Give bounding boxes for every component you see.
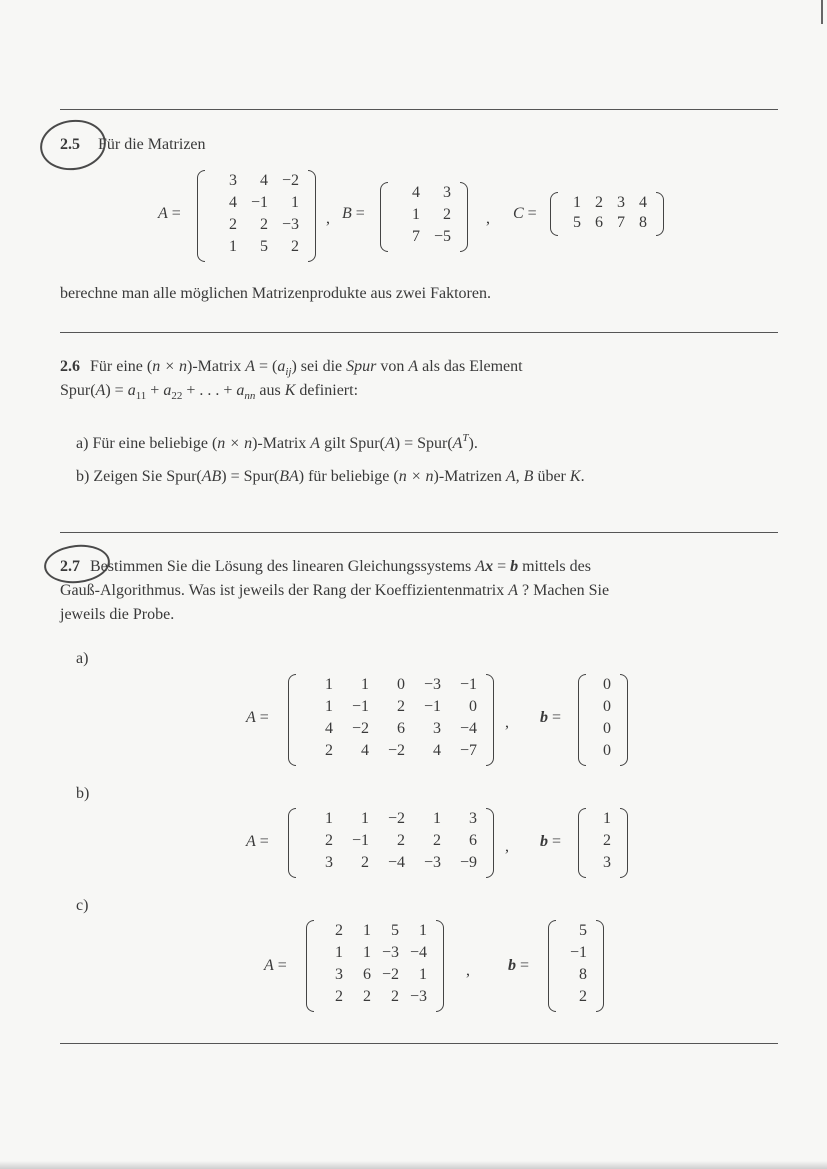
matrix-cell: 2	[397, 698, 405, 715]
matrix-a	[197, 170, 316, 262]
matrix-cell: 1	[412, 206, 420, 223]
matrix-cell: 1	[363, 922, 371, 939]
matrix-c	[550, 192, 664, 236]
matrix-cell: 6	[595, 214, 603, 231]
matrix-cell: 1	[335, 944, 343, 961]
right-bracket	[620, 808, 628, 878]
matrix-cell: 2	[595, 194, 603, 211]
matrix-cell: 3	[617, 194, 625, 211]
matrix-cell: 5	[391, 922, 399, 939]
matrix-cell: −4	[409, 944, 427, 961]
matrix-cell: 4	[260, 172, 268, 189]
page-bottom-shadow	[0, 1161, 827, 1169]
matrix-cell: 4	[639, 194, 647, 211]
matrix-cell: 7	[617, 214, 625, 231]
matrix-cell: 1	[325, 698, 333, 715]
matrix-cell: 4	[229, 194, 237, 211]
vector-label-b: b =	[540, 709, 562, 726]
matrix-cell: 7	[412, 228, 420, 245]
left-bracket	[578, 674, 586, 766]
left-bracket	[197, 170, 205, 262]
matrix-cell: 4	[361, 742, 369, 759]
matrix-cell: −3	[423, 854, 441, 871]
separator-rule	[60, 109, 778, 110]
matrix-cell: 0	[603, 698, 611, 715]
matrix-cell: 1	[363, 944, 371, 961]
matrix-cell: −1	[423, 698, 441, 715]
matrix-cell: 2	[325, 832, 333, 849]
matrix-cell: 2	[579, 988, 587, 1005]
matrix-cell: 2	[335, 922, 343, 939]
matrix-cell: 2	[433, 832, 441, 849]
right-bracket	[308, 170, 316, 262]
matrix-cell: 2	[229, 216, 237, 233]
subitem-label-a: a)	[76, 650, 89, 667]
separator-rule	[60, 532, 778, 533]
matrix-cell: 8	[579, 966, 587, 983]
subitem-label-b: b)	[76, 785, 90, 802]
matrix-cell: 2	[335, 988, 343, 1005]
exercise-2-6-item-a: a) Für eine beliebige (n × n)-Matrix A gilt Spur(A) = $Spur(A^T)$.	[76, 432, 478, 452]
exercise-number: 2.7	[60, 558, 80, 575]
rhs-vector-b	[578, 808, 628, 878]
matrix-label-c: C =	[513, 205, 537, 222]
matrix-cell: 2	[443, 206, 451, 223]
matrix-cell: −3	[381, 944, 399, 961]
matrix-cell: 2	[363, 988, 371, 1005]
rhs-vector-a	[578, 674, 628, 766]
matrix-cell: −4	[459, 720, 477, 737]
left-bracket	[288, 808, 296, 878]
matrix-label-a: A =	[246, 709, 269, 726]
matrix-b	[380, 182, 468, 252]
matrix-cell: −1	[459, 676, 477, 693]
left-bracket	[550, 192, 558, 236]
matrix-cell: 4	[412, 184, 420, 201]
exercise-2-6-line-1: 2.6 Für eine (n × n)-Matrix $A = (a_{ij})$ sei die Spur von A als das Element	[60, 358, 523, 378]
left-bracket	[288, 674, 296, 766]
matrix-cell: 1	[229, 238, 237, 255]
matrix-cell: 1	[291, 194, 299, 211]
matrix-cell: 8	[639, 214, 647, 231]
matrix-cell: 1	[361, 676, 369, 693]
right-bracket	[460, 182, 468, 252]
matrix-cell: 1	[419, 922, 427, 939]
matrix-cell: −9	[459, 854, 477, 871]
right-bracket	[486, 808, 494, 878]
matrix-cell: −2	[381, 966, 399, 983]
matrix-cell: 2	[325, 742, 333, 759]
vector-label-b: b =	[540, 833, 562, 850]
matrix-cell: 1	[361, 810, 369, 827]
comma: ,	[505, 714, 509, 731]
comma: ,	[326, 210, 330, 227]
matrix-cell: −2	[387, 810, 405, 827]
matrix-cell: 6	[363, 966, 371, 983]
rhs-vector-c	[548, 920, 604, 1012]
right-bracket	[656, 192, 664, 236]
matrix-cell: −2	[351, 720, 369, 737]
matrix-cell: 1	[325, 810, 333, 827]
right-bracket	[486, 674, 494, 766]
separator-rule	[60, 1043, 778, 1044]
matrix-cell: 2	[397, 832, 405, 849]
matrix-cell: 1	[603, 810, 611, 827]
matrix-cell: 2	[603, 832, 611, 849]
matrix-cell: −1	[351, 832, 369, 849]
exercise-2-5-outro: berechne man alle möglichen Matrizenprodukte aus zwei Faktoren.	[60, 285, 491, 302]
comma: ,	[466, 962, 470, 979]
coefficient-matrix-a	[288, 674, 494, 766]
matrix-cell: −2	[387, 742, 405, 759]
matrix-cell: 3	[433, 720, 441, 737]
matrix-label-a: A =	[264, 957, 287, 974]
exercise-2-7-line-1: 2.7 Bestimmen Sie die Lösung des linearen Gleichungssystems Ax = b mittels des	[60, 558, 591, 575]
matrix-cell: 3	[603, 854, 611, 871]
page-corner-mark	[821, 0, 823, 24]
left-bracket	[578, 808, 586, 878]
matrix-cell: 0	[397, 676, 405, 693]
matrix-cell: 2	[260, 216, 268, 233]
comma: ,	[505, 838, 509, 855]
matrix-cell: 5	[573, 214, 581, 231]
matrix-cell: −4	[387, 854, 405, 871]
coefficient-matrix-c	[306, 920, 444, 1012]
matrix-cell: 0	[603, 720, 611, 737]
matrix-cell: −2	[281, 172, 299, 189]
matrix-cell: 3	[469, 810, 477, 827]
matrix-cell: 0	[469, 698, 477, 715]
matrix-cell: −1	[351, 698, 369, 715]
coefficient-matrix-b	[288, 808, 494, 878]
matrix-cell: 5	[579, 922, 587, 939]
exercise-intro: Für die Matrizen	[98, 136, 206, 153]
matrix-cell: 3	[325, 854, 333, 871]
left-bracket	[306, 920, 314, 1012]
exercise-2-6-item-b: b) Zeigen Sie Spur(AB) = Spur(BA) für beliebige (n × n)-Matrizen A, B über K.	[76, 468, 585, 485]
left-bracket	[380, 182, 388, 252]
matrix-cell: 5	[260, 238, 268, 255]
matrix-cell: 3	[335, 966, 343, 983]
matrix-cell: 2	[391, 988, 399, 1005]
matrix-cell: −5	[433, 228, 451, 245]
subitem-label-c: c)	[76, 897, 89, 914]
exercise-number: 2.6	[60, 358, 80, 375]
matrix-cell: 4	[433, 742, 441, 759]
matrix-cell: −7	[459, 742, 477, 759]
matrix-cell: 2	[361, 854, 369, 871]
matrix-cell: −3	[281, 216, 299, 233]
matrix-cell: 3	[229, 172, 237, 189]
exercise-2-6-line-2: Spur(A) = $a_{11} + a_{22}$ + . . . + $a_{nn}$ aus K definiert:	[60, 382, 359, 402]
matrix-cell: 0	[603, 742, 611, 759]
separator-rule	[60, 332, 778, 333]
matrix-label-a: A =	[158, 205, 181, 222]
matrix-cell: 4	[325, 720, 333, 737]
matrix-label-a: A =	[246, 833, 269, 850]
matrix-cell: 1	[433, 810, 441, 827]
matrix-cell: −1	[250, 194, 268, 211]
right-bracket	[620, 674, 628, 766]
matrix-cell: 1	[573, 194, 581, 211]
matrix-cell: 6	[469, 832, 477, 849]
right-bracket	[436, 920, 444, 1012]
matrix-cell: 3	[443, 184, 451, 201]
exercise-2-7-line-3: jeweils die Probe.	[60, 606, 175, 623]
matrix-label-b: B =	[342, 205, 365, 222]
exercise-number: 2.5	[60, 136, 80, 153]
exercise-2-5-heading	[60, 133, 206, 157]
matrix-cell: −3	[409, 988, 427, 1005]
matrix-cell: −3	[423, 676, 441, 693]
comma: ,	[486, 210, 490, 227]
matrix-cell: 0	[603, 676, 611, 693]
exercise-2-7-line-2: Gauß-Algorithmus. Was ist jeweils der Rang der Koeffizientenmatrix A ? Machen Sie	[60, 582, 610, 599]
right-bracket	[596, 920, 604, 1012]
matrix-cell: 2	[291, 238, 299, 255]
vector-label-b: b =	[508, 957, 530, 974]
matrix-cell: 6	[397, 720, 405, 737]
matrix-cell: −1	[569, 944, 587, 961]
matrix-cell: 1	[419, 966, 427, 983]
left-bracket	[548, 920, 556, 1012]
matrix-cell: 1	[325, 676, 333, 693]
